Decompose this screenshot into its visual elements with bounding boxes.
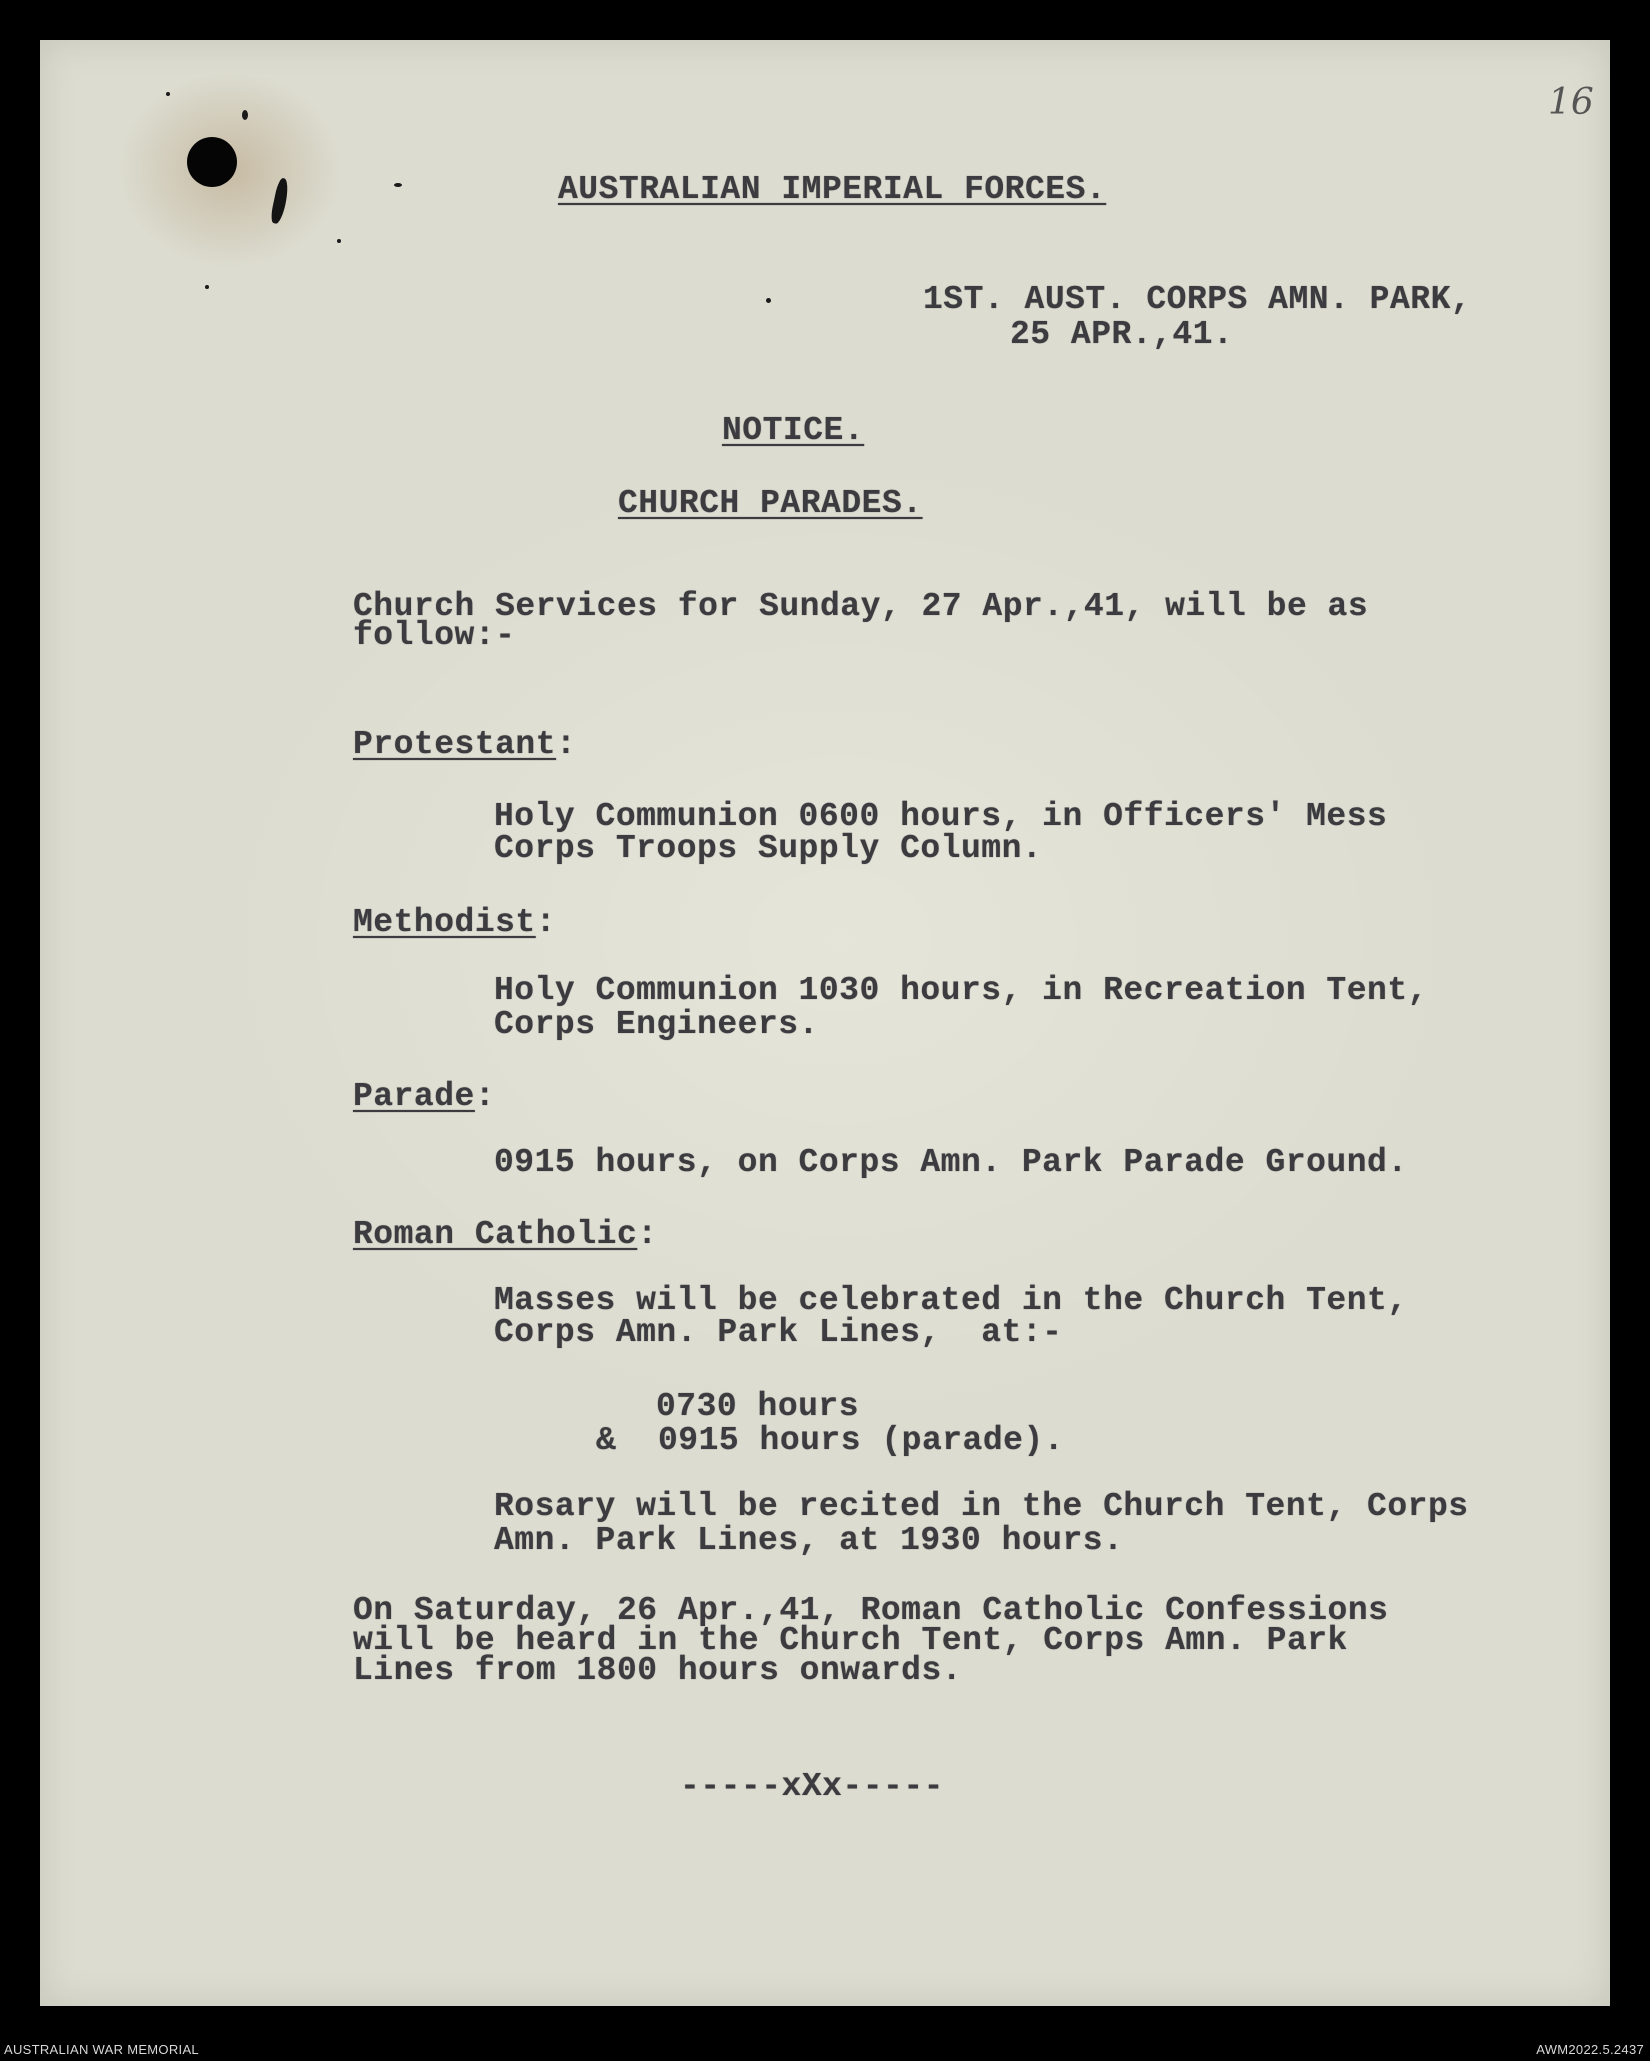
rc-mass-time-1: 0730 hours [656,1388,860,1425]
ink-speck [766,298,771,303]
ink-speck [166,92,170,96]
intro-line-1: Church Services for Sunday, 27 Apr.,41, will be as [353,588,1369,625]
end-mark: -----xXx----- [680,1768,944,1805]
rc-line-1: Masses will be celebrated in the Church Tent, [494,1282,1408,1319]
rc-line-2: Corps Amn. Park Lines, at:- [494,1314,1063,1351]
unit-name: 1ST. AUST. CORPS AMN. PARK, [923,281,1472,318]
ink-speck [205,285,209,289]
parade-line-1: 0915 hours, on Corps Amn. Park Parade Ground. [494,1144,1408,1181]
document-page [40,40,1610,2006]
intro-line-2: follow:- [353,617,516,654]
section-heading-parade: Parade: [353,1078,496,1115]
confessions-line-3: Lines from 1800 hours onwards. [353,1652,963,1689]
protestant-line-1: Holy Communion 0600 hours, in Officers' Mess [494,798,1388,835]
rosary-line-2: Amn. Park Lines, at 1930 hours. [494,1522,1124,1559]
methodist-line-2: Corps Engineers. [494,1006,819,1043]
methodist-line-1: Holy Communion 1030 hours, in Recreation Tent, [494,972,1428,1009]
rc-mass-time-2: 0915 hours (parade). [658,1422,1065,1459]
confessions-line-2: will be heard in the Church Tent, Corps Amn. Park [353,1622,1348,1659]
document-date: 25 APR.,41. [1010,316,1234,353]
page-number: 16 [1548,82,1594,123]
rc-ampersand: & [596,1422,617,1459]
punch-hole [187,137,237,187]
ink-speck [242,110,248,120]
ink-speck [394,183,402,187]
ink-speck [337,239,341,243]
notice-title: NOTICE. [722,412,865,449]
confessions-line-1: On Saturday, 26 Apr.,41, Roman Catholic Confessions [353,1592,1389,1629]
protestant-line-2: Corps Troops Supply Column. [494,830,1043,867]
section-heading-methodist: Methodist: [353,904,557,941]
org-title: AUSTRALIAN IMPERIAL FORCES. [558,171,1107,208]
rosary-line-1: Rosary will be recited in the Church Tent, Corps [494,1488,1469,1525]
notice-subtitle: CHURCH PARADES. [618,485,923,522]
section-heading-protestant: Protestant: [353,726,577,763]
footer-accession-number: AWM2022.5.2437 [1536,2042,1644,2057]
section-heading-roman-catholic: Roman Catholic: [353,1216,658,1253]
footer-archive-name: AUSTRALIAN WAR MEMORIAL [4,2042,199,2057]
